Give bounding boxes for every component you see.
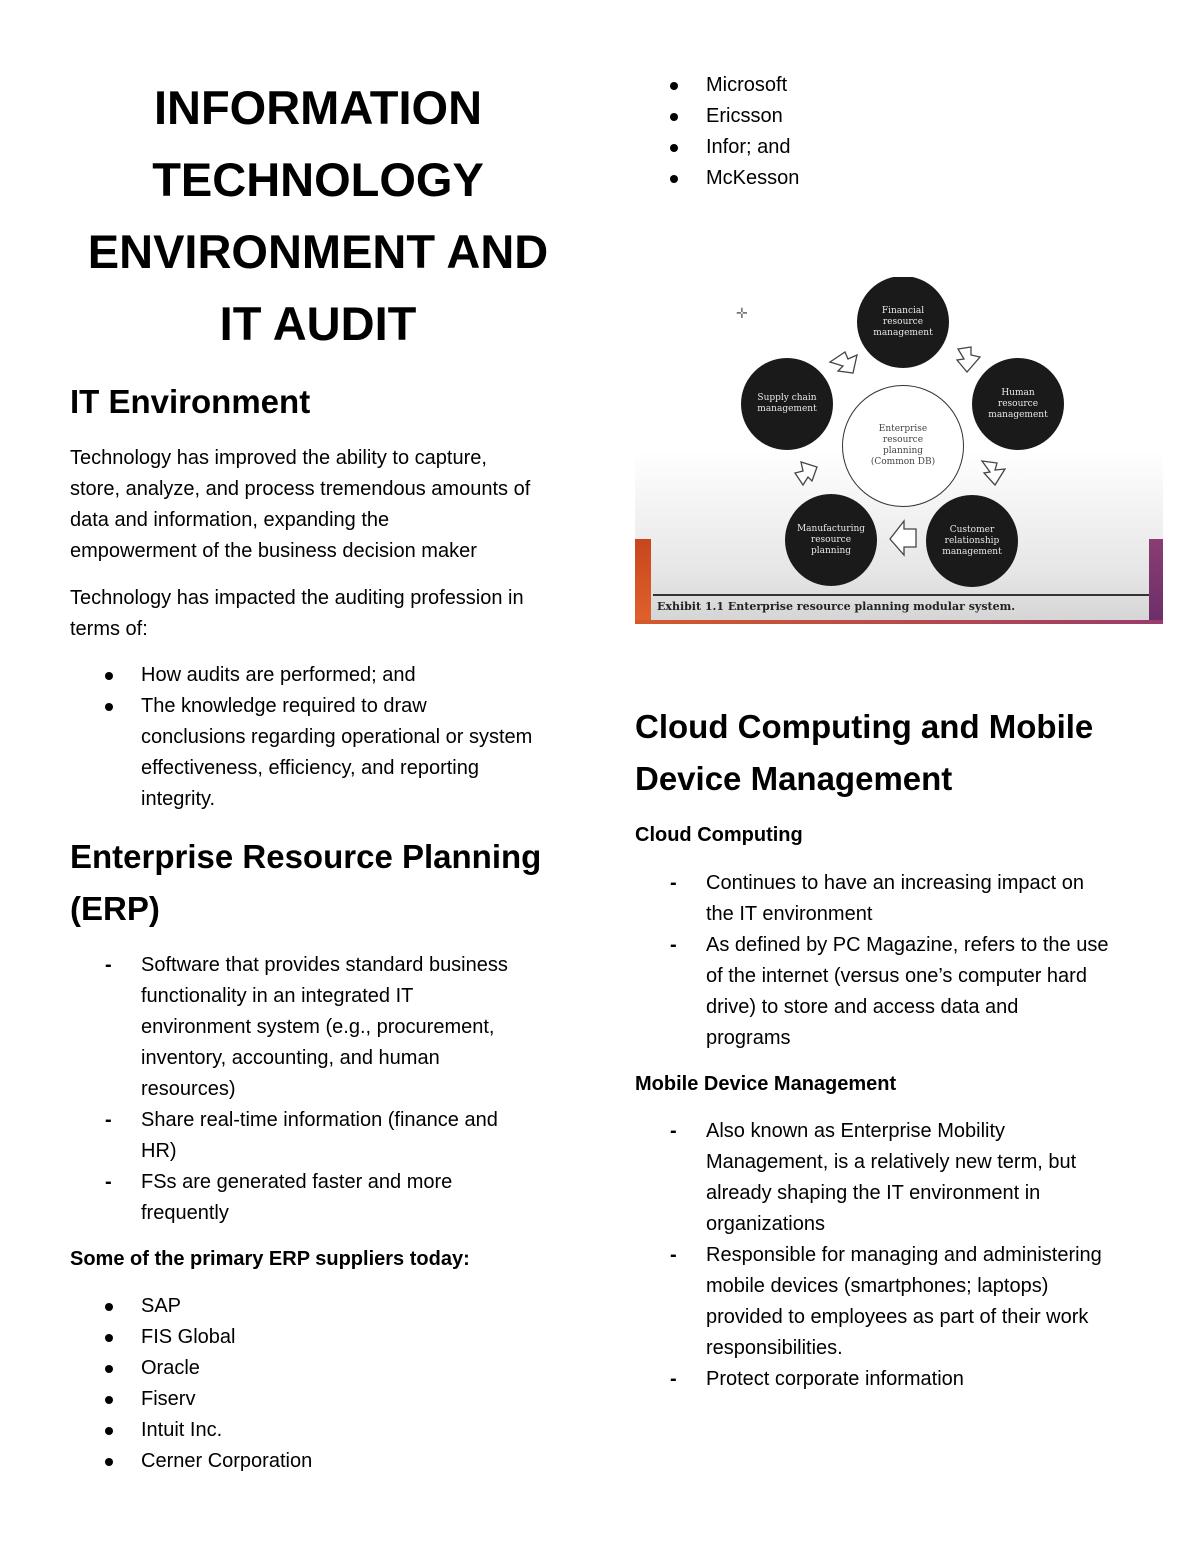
bullet-icon xyxy=(670,82,678,90)
list-item xyxy=(635,101,1135,132)
list-item xyxy=(70,1415,570,1446)
it-environment-heading: IT Environment xyxy=(70,383,311,420)
it-environment-paragraph-1 xyxy=(70,443,570,567)
arrow-icon xyxy=(830,352,857,373)
cloud-mdm-heading xyxy=(635,701,1155,805)
financial-node xyxy=(857,277,949,368)
text-line: How audits are performed; and xyxy=(141,664,416,686)
arrow-icon xyxy=(890,521,916,555)
supplier-name: Cerner Corporation xyxy=(141,1450,313,1472)
bullet-icon xyxy=(105,703,113,711)
mdm-list xyxy=(635,1116,1155,1395)
node-label: Customer relationship management xyxy=(942,524,1002,557)
supplier-name: Oracle xyxy=(141,1357,200,1379)
text-line: Protect corporate information xyxy=(706,1368,964,1390)
bullet-icon xyxy=(105,672,113,680)
supplier-name: Ericsson xyxy=(706,105,783,127)
bullet-icon xyxy=(670,113,678,121)
dash-marker: - xyxy=(670,1120,677,1142)
text-line: The knowledge required to draw xyxy=(141,695,427,717)
erp-heading xyxy=(70,831,580,935)
text-line: provided to employees as part of their work xyxy=(706,1306,1089,1328)
text-line: Continues to have an increasing impact on xyxy=(706,872,1085,894)
list-item xyxy=(635,1240,1155,1364)
dash-marker: - xyxy=(670,872,677,894)
erp-suppliers-heading: Some of the primary ERP suppliers today: xyxy=(70,1248,470,1270)
bullet-icon xyxy=(105,1334,113,1342)
erp-definition-list xyxy=(70,950,570,1229)
arrow-icon xyxy=(957,347,980,372)
list-item xyxy=(70,1167,570,1229)
human-node xyxy=(972,358,1064,450)
crosshair-cursor-icon: ✛ xyxy=(736,305,748,321)
text-line: data and information, expanding the xyxy=(70,509,390,531)
erp-modular-system-figure xyxy=(635,277,1163,624)
text-line: programs xyxy=(706,1027,791,1049)
bullet-icon xyxy=(670,175,678,183)
list-item xyxy=(635,1116,1155,1240)
text-line: effectiveness, efficiency, and reporting xyxy=(141,757,479,779)
text-line: Technology has improved the ability to capture, xyxy=(70,447,487,469)
list-item xyxy=(635,70,1135,101)
cloud-computing-subheading: Cloud Computing xyxy=(635,824,803,846)
bullet-icon xyxy=(105,1458,113,1466)
cloud-computing-list xyxy=(635,868,1155,1054)
dash-marker: - xyxy=(105,1171,112,1193)
text-line: Software that provides standard business xyxy=(141,954,508,976)
text-line: drive) to store and access data and xyxy=(706,996,1019,1018)
manufacturing-node xyxy=(785,494,877,586)
title-line: ENVIRONMENT AND xyxy=(87,225,549,278)
list-item xyxy=(70,1105,570,1167)
supplier-name: Infor; and xyxy=(706,136,791,158)
audit-impact-list xyxy=(70,660,570,815)
list-item xyxy=(635,132,1135,163)
dash-marker: - xyxy=(105,954,112,976)
text-line: integrity. xyxy=(141,788,216,810)
dash-marker: - xyxy=(105,1109,112,1131)
list-item xyxy=(635,163,1135,194)
erp-center-node xyxy=(842,385,964,507)
bullet-icon xyxy=(105,1303,113,1311)
supplier-name: Fiserv xyxy=(141,1388,196,1410)
node-label: Enterprise resource planning (Common DB) xyxy=(870,424,936,467)
bullet-icon xyxy=(105,1365,113,1373)
heading-line: Enterprise Resource Planning xyxy=(70,838,542,875)
supply-chain-node xyxy=(741,358,833,450)
text-line: empowerment of the business decision maker xyxy=(70,540,477,562)
figure-caption: Exhibit 1.1 Enterprise resource planning modular system. xyxy=(657,600,1016,613)
heading-line: Cloud Computing and Mobile xyxy=(635,708,1094,745)
mdm-subheading: Mobile Device Management xyxy=(635,1073,897,1095)
list-item xyxy=(70,1446,570,1477)
list-item xyxy=(635,1364,1155,1395)
text-line: Technology has impacted the auditing profession in xyxy=(70,587,524,609)
it-environment-paragraph-2 xyxy=(70,583,570,645)
node-label: Financial resource management xyxy=(873,305,933,338)
text-line: inventory, accounting, and human xyxy=(141,1047,440,1069)
list-item xyxy=(70,660,570,691)
dash-marker: - xyxy=(670,1244,677,1266)
title-line: IT AUDIT xyxy=(219,297,417,350)
list-item xyxy=(70,950,570,1105)
text-line: HR) xyxy=(141,1140,177,1162)
text-line: of the internet (versus one’s computer hard xyxy=(706,965,1087,987)
text-line: environment system (e.g., procurement, xyxy=(141,1016,495,1038)
text-line: organizations xyxy=(706,1213,825,1235)
text-line: Responsible for managing and administering xyxy=(706,1244,1102,1266)
decorative-edge-right xyxy=(1149,539,1163,624)
list-item xyxy=(70,1291,570,1322)
list-item xyxy=(70,1384,570,1415)
heading-line: Device Management xyxy=(635,760,953,797)
title-line: TECHNOLOGY xyxy=(152,153,484,206)
bullet-icon xyxy=(105,1396,113,1404)
supplier-name: McKesson xyxy=(706,167,800,189)
text-line: mobile devices (smartphones; laptops) xyxy=(706,1275,1049,1297)
list-item xyxy=(70,1353,570,1384)
list-item xyxy=(70,1322,570,1353)
text-line: Also known as Enterprise Mobility xyxy=(706,1120,1006,1142)
text-line: Management, is a relatively new term, but xyxy=(706,1151,1077,1173)
node-label: Supply chain management xyxy=(757,393,817,414)
document-title xyxy=(70,72,566,360)
text-line: the IT environment xyxy=(706,903,873,925)
dash-marker: - xyxy=(670,1368,677,1390)
text-line: terms of: xyxy=(70,618,148,640)
supplier-name: SAP xyxy=(141,1295,182,1317)
text-line: already shaping the IT environment in xyxy=(706,1182,1041,1204)
arrow-icon xyxy=(795,462,817,485)
list-item xyxy=(635,868,1155,930)
text-line: frequently xyxy=(141,1202,229,1224)
erp-suppliers-list xyxy=(70,1291,570,1477)
node-label: Manufacturing resource planning xyxy=(796,523,866,556)
text-line: conclusions regarding operational or system xyxy=(141,726,533,748)
text-line: responsibilities. xyxy=(706,1337,843,1359)
title-line: INFORMATION xyxy=(153,81,483,134)
text-line: resources) xyxy=(141,1078,236,1100)
decorative-edge-left xyxy=(635,539,651,624)
supplier-name: FIS Global xyxy=(141,1326,236,1348)
list-item xyxy=(70,691,570,815)
dash-marker: - xyxy=(670,934,677,956)
decorative-bottom-bar xyxy=(635,620,1163,624)
supplier-name: Intuit Inc. xyxy=(141,1419,223,1441)
text-line: FSs are generated faster and more xyxy=(141,1171,453,1193)
supplier-name: Microsoft xyxy=(706,74,788,96)
text-line: Share real-time information (finance and xyxy=(141,1109,498,1131)
arrow-icon xyxy=(982,461,1005,485)
text-line: store, analyze, and process tremendous amounts of xyxy=(70,478,531,500)
erp-suppliers-list-continued xyxy=(635,70,1135,194)
bullet-icon xyxy=(670,144,678,152)
text-line: As defined by PC Magazine, refers to the use xyxy=(706,934,1109,956)
text-line: functionality in an integrated IT xyxy=(141,985,414,1007)
heading-line: (ERP) xyxy=(70,890,160,927)
list-item xyxy=(635,930,1155,1054)
bullet-icon xyxy=(105,1427,113,1435)
customer-node xyxy=(926,495,1018,587)
caption-rule xyxy=(653,594,1149,596)
node-label: Human resource management xyxy=(988,387,1048,420)
